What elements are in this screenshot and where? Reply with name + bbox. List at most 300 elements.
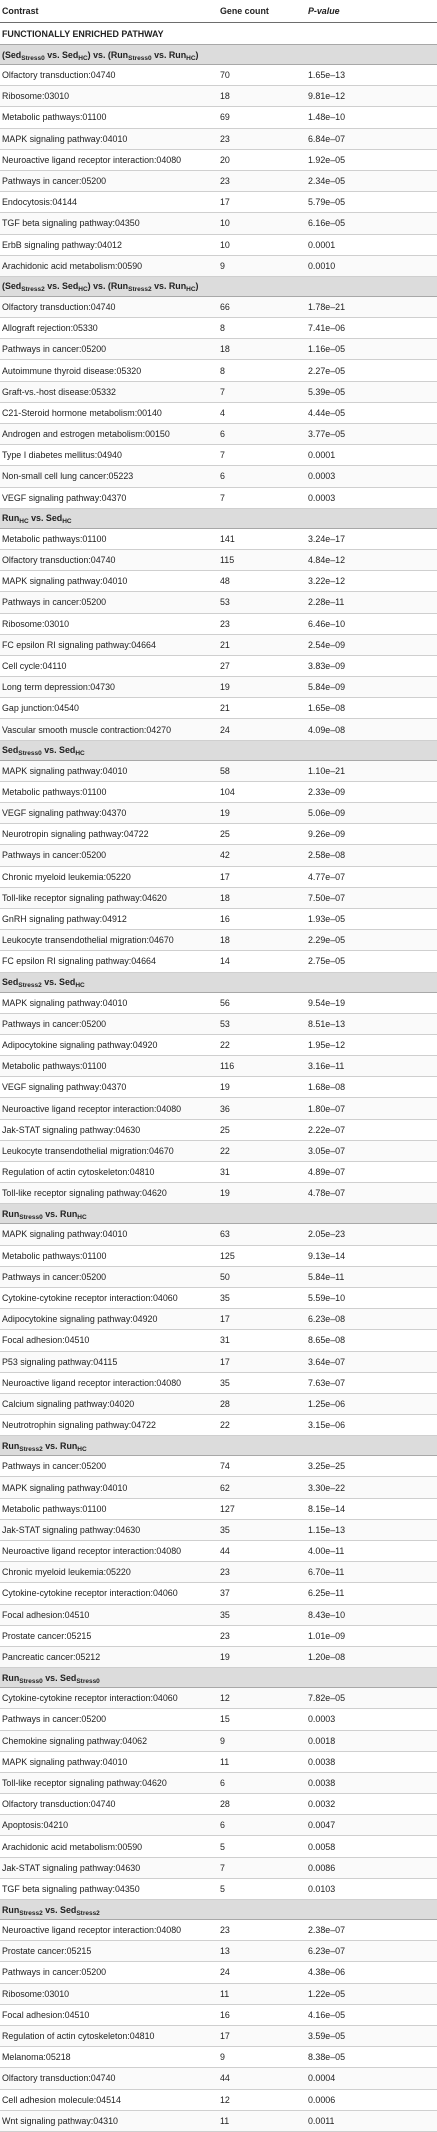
gene-count: 27 bbox=[218, 655, 290, 676]
gene-count: 19 bbox=[218, 1183, 290, 1204]
p-value: 1.48e–10 bbox=[290, 107, 437, 128]
table-row bbox=[0, 445, 437, 466]
p-value: 9.13e–14 bbox=[290, 1245, 437, 1266]
gene-count: 36 bbox=[218, 1098, 290, 1119]
gene-count: 37 bbox=[218, 1583, 290, 1604]
table-row bbox=[0, 65, 437, 86]
gene-count: 28 bbox=[218, 1393, 290, 1414]
p-value: 2.75e–05 bbox=[290, 951, 437, 972]
p-value: 0.0004 bbox=[290, 2068, 437, 2089]
pathway-name: Melanoma:05218 bbox=[0, 2047, 218, 2068]
gene-count: 35 bbox=[218, 1287, 290, 1308]
pathway-name: Endocytosis:04144 bbox=[0, 192, 218, 213]
table-row bbox=[0, 951, 437, 972]
section-title: Run$_{Stress2}$ vs. Run$_{HC}$ bbox=[0, 1436, 437, 1456]
p-value: 3.24e–17 bbox=[290, 528, 437, 549]
pathway-name: MAPK signaling pathway:04010 bbox=[0, 1751, 218, 1772]
table-row bbox=[0, 1077, 437, 1098]
p-value: 0.0032 bbox=[290, 1794, 437, 1815]
table-row bbox=[0, 1330, 437, 1351]
gene-count: 14 bbox=[218, 951, 290, 972]
p-value: 8.51e–13 bbox=[290, 1013, 437, 1034]
gene-count: 63 bbox=[218, 1224, 290, 1245]
gene-count: 28 bbox=[218, 1794, 290, 1815]
table-row bbox=[0, 1920, 437, 1941]
gene-count: 23 bbox=[218, 1625, 290, 1646]
pathway-name: Pathways in cancer:05200 bbox=[0, 1266, 218, 1287]
pathway-name: Toll-like receptor signaling pathway:04620 bbox=[0, 1772, 218, 1793]
gene-count: 35 bbox=[218, 1372, 290, 1393]
section-title: Run$_{Stress2}$ vs. Sed$_{Stress2}$ bbox=[0, 1900, 437, 1920]
gene-count: 18 bbox=[218, 930, 290, 951]
gene-count: 17 bbox=[218, 866, 290, 887]
pathway-name: Metabolic pathways:01100 bbox=[0, 528, 218, 549]
table-row bbox=[0, 424, 437, 445]
pathway-name: Prostate cancer:05215 bbox=[0, 1625, 218, 1646]
section-title: (Sed$_{Stress2}$ vs. Sed$_{HC}$) vs. (Run$_{Stress2}$ vs. Run$_{HC}$) bbox=[0, 276, 437, 296]
table-row bbox=[0, 2004, 437, 2025]
p-value: 2.27e–05 bbox=[290, 360, 437, 381]
p-value: 4.44e–05 bbox=[290, 402, 437, 423]
table-row bbox=[0, 1287, 437, 1308]
pathway-name: MAPK signaling pathway:04010 bbox=[0, 1477, 218, 1498]
pathway-name: Metabolic pathways:01100 bbox=[0, 1056, 218, 1077]
table-row bbox=[0, 170, 437, 191]
gene-count: 4 bbox=[218, 402, 290, 423]
gene-count: 69 bbox=[218, 107, 290, 128]
pathway-name: Jak-STAT signaling pathway:04630 bbox=[0, 1857, 218, 1878]
pathway-name: Chemokine signaling pathway:04062 bbox=[0, 1730, 218, 1751]
pathway-name: Pathways in cancer:05200 bbox=[0, 339, 218, 360]
table-row bbox=[0, 107, 437, 128]
gene-count: 70 bbox=[218, 65, 290, 86]
pathway-name: Neurotropin signaling pathway:04722 bbox=[0, 824, 218, 845]
header-contrast: Contrast bbox=[0, 0, 218, 23]
table-row bbox=[0, 1372, 437, 1393]
gene-count: 12 bbox=[218, 2089, 290, 2110]
table-row bbox=[0, 1140, 437, 1161]
pathway-name: FC epsilon RI signaling pathway:04664 bbox=[0, 634, 218, 655]
pathway-name: Adipocytokine signaling pathway:04920 bbox=[0, 1309, 218, 1330]
pathway-name: Non-small cell lung cancer:05223 bbox=[0, 466, 218, 487]
gene-count: 74 bbox=[218, 1456, 290, 1477]
p-value: 7.63e–07 bbox=[290, 1372, 437, 1393]
gene-count: 24 bbox=[218, 1962, 290, 1983]
gene-count: 141 bbox=[218, 528, 290, 549]
p-value: 1.01e–09 bbox=[290, 1625, 437, 1646]
table-row bbox=[0, 1878, 437, 1899]
p-value: 3.16e–11 bbox=[290, 1056, 437, 1077]
pathway-name: Chronic myeloid leukemia:05220 bbox=[0, 1562, 218, 1583]
p-value: 0.0011 bbox=[290, 2110, 437, 2131]
pathway-name: Neuroactive ligand receptor interaction:04080 bbox=[0, 1541, 218, 1562]
gene-count: 21 bbox=[218, 634, 290, 655]
section-header-row bbox=[0, 276, 437, 296]
gene-count: 13 bbox=[218, 1941, 290, 1962]
p-value: 1.16e–05 bbox=[290, 339, 437, 360]
pathway-name: Cytokine-cytokine receptor interaction:04060 bbox=[0, 1688, 218, 1709]
section-header-row bbox=[0, 1668, 437, 1688]
pathway-name: Olfactory transduction:04740 bbox=[0, 1794, 218, 1815]
p-value: 2.28e–11 bbox=[290, 592, 437, 613]
p-value: 7.41e–06 bbox=[290, 318, 437, 339]
p-value: 4.89e–07 bbox=[290, 1162, 437, 1183]
gene-count: 66 bbox=[218, 296, 290, 317]
gene-count: 125 bbox=[218, 1245, 290, 1266]
gene-count: 11 bbox=[218, 1983, 290, 2004]
gene-count: 53 bbox=[218, 592, 290, 613]
table-row bbox=[0, 213, 437, 234]
pathway-name: Arachidonic acid metabolism:00590 bbox=[0, 1836, 218, 1857]
p-value: 0.0047 bbox=[290, 1815, 437, 1836]
p-value: 9.81e–12 bbox=[290, 86, 437, 107]
p-value: 1.25e–06 bbox=[290, 1393, 437, 1414]
p-value: 3.15e–06 bbox=[290, 1415, 437, 1436]
table-row bbox=[0, 571, 437, 592]
pathway-name: Allograft rejection:05330 bbox=[0, 318, 218, 339]
p-value: 5.79e–05 bbox=[290, 192, 437, 213]
table-row bbox=[0, 781, 437, 802]
pathway-name: Pathways in cancer:05200 bbox=[0, 1709, 218, 1730]
gene-count: 22 bbox=[218, 1140, 290, 1161]
gene-count: 22 bbox=[218, 1415, 290, 1436]
gene-count: 44 bbox=[218, 1541, 290, 1562]
gene-count: 116 bbox=[218, 1056, 290, 1077]
gene-count: 53 bbox=[218, 1013, 290, 1034]
p-value: 0.0038 bbox=[290, 1751, 437, 1772]
section-header-row bbox=[0, 1204, 437, 1224]
p-value: 5.59e–10 bbox=[290, 1287, 437, 1308]
p-value: 6.46e–10 bbox=[290, 613, 437, 634]
table-row bbox=[0, 1751, 437, 1772]
pathway-name: VEGF signaling pathway:04370 bbox=[0, 487, 218, 508]
p-value: 4.77e–07 bbox=[290, 866, 437, 887]
table-row bbox=[0, 1183, 437, 1204]
pathway-name: Neuroactive ligand receptor interaction:04080 bbox=[0, 1098, 218, 1119]
table-row bbox=[0, 1034, 437, 1055]
gene-count: 25 bbox=[218, 824, 290, 845]
gene-count: 16 bbox=[218, 2004, 290, 2025]
gene-count: 20 bbox=[218, 149, 290, 170]
pathway-name: Focal adhesion:04510 bbox=[0, 1604, 218, 1625]
table-row bbox=[0, 255, 437, 276]
pathway-name: Pathways in cancer:05200 bbox=[0, 170, 218, 191]
pathway-name: Leukocyte transendothelial migration:04670 bbox=[0, 930, 218, 951]
p-value: 3.77e–05 bbox=[290, 424, 437, 445]
pathway-name: Arachidonic acid metabolism:00590 bbox=[0, 255, 218, 276]
pathway-name: Ribosome:03010 bbox=[0, 613, 218, 634]
p-value: 1.95e–12 bbox=[290, 1034, 437, 1055]
p-value: 2.22e–07 bbox=[290, 1119, 437, 1140]
p-value: 2.34e–05 bbox=[290, 170, 437, 191]
table-row bbox=[0, 655, 437, 676]
p-value: 3.59e–05 bbox=[290, 2025, 437, 2046]
table-row bbox=[0, 1456, 437, 1477]
pathway-name: Neuroactive ligand receptor interaction:04080 bbox=[0, 149, 218, 170]
p-value: 4.09e–08 bbox=[290, 719, 437, 740]
table-row bbox=[0, 1688, 437, 1709]
gene-count: 19 bbox=[218, 1646, 290, 1667]
gene-count: 17 bbox=[218, 1351, 290, 1372]
table-row bbox=[0, 339, 437, 360]
pathway-name: Olfactory transduction:04740 bbox=[0, 2068, 218, 2089]
gene-count: 44 bbox=[218, 2068, 290, 2089]
pathway-name: Toll-like receptor signaling pathway:04620 bbox=[0, 1183, 218, 1204]
pathway-name: MAPK signaling pathway:04010 bbox=[0, 571, 218, 592]
gene-count: 19 bbox=[218, 1077, 290, 1098]
gene-count: 9 bbox=[218, 1730, 290, 1751]
p-value: 3.05e–07 bbox=[290, 1140, 437, 1161]
gene-count: 22 bbox=[218, 1034, 290, 1055]
p-value: 3.22e–12 bbox=[290, 571, 437, 592]
pathway-name: Leukocyte transendothelial migration:04670 bbox=[0, 1140, 218, 1161]
pathway-name: Jak-STAT signaling pathway:04630 bbox=[0, 1519, 218, 1540]
p-value: 3.25e–25 bbox=[290, 1456, 437, 1477]
section-header-row bbox=[0, 508, 437, 528]
pathway-name: MAPK signaling pathway:04010 bbox=[0, 128, 218, 149]
gene-count: 7 bbox=[218, 445, 290, 466]
table-row bbox=[0, 592, 437, 613]
p-value: 0.0010 bbox=[290, 255, 437, 276]
table-row bbox=[0, 1604, 437, 1625]
table-subtitle: FUNCTIONALLY ENRICHED PATHWAY bbox=[2, 28, 164, 39]
pathway-name: Metabolic pathways:01100 bbox=[0, 781, 218, 802]
table-row bbox=[0, 698, 437, 719]
p-value: 4.84e–12 bbox=[290, 549, 437, 570]
section-title: Run$_{Stress0}$ vs. Run$_{HC}$ bbox=[0, 1204, 437, 1224]
table-row bbox=[0, 2025, 437, 2046]
p-value: 7.50e–07 bbox=[290, 887, 437, 908]
gene-count: 62 bbox=[218, 1477, 290, 1498]
table-row bbox=[0, 1477, 437, 1498]
table-row bbox=[0, 908, 437, 929]
gene-count: 50 bbox=[218, 1266, 290, 1287]
p-value: 0.0018 bbox=[290, 1730, 437, 1751]
p-value: 0.0006 bbox=[290, 2089, 437, 2110]
gene-count: 7 bbox=[218, 1857, 290, 1878]
pathway-name: Pathways in cancer:05200 bbox=[0, 1013, 218, 1034]
p-value: 8.15e–14 bbox=[290, 1498, 437, 1519]
table-row bbox=[0, 318, 437, 339]
table-row bbox=[0, 2110, 437, 2131]
p-value: 0.0003 bbox=[290, 466, 437, 487]
table-row bbox=[0, 613, 437, 634]
table-row bbox=[0, 149, 437, 170]
p-value: 8.43e–10 bbox=[290, 1604, 437, 1625]
table-row bbox=[0, 1983, 437, 2004]
table-row bbox=[0, 487, 437, 508]
table-row bbox=[0, 1098, 437, 1119]
pathway-name: Pathways in cancer:05200 bbox=[0, 1962, 218, 1983]
pathway-name: Metabolic pathways:01100 bbox=[0, 1498, 218, 1519]
p-value: 1.65e–13 bbox=[290, 65, 437, 86]
p-value: 4.16e–05 bbox=[290, 2004, 437, 2025]
p-value: 1.10e–21 bbox=[290, 760, 437, 781]
pathway-name: Androgen and estrogen metabolism:00150 bbox=[0, 424, 218, 445]
pathway-name: VEGF signaling pathway:04370 bbox=[0, 1077, 218, 1098]
p-value: 1.68e–08 bbox=[290, 1077, 437, 1098]
table-row bbox=[0, 86, 437, 107]
p-value: 1.22e–05 bbox=[290, 1983, 437, 2004]
p-value: 1.93e–05 bbox=[290, 908, 437, 929]
table-row bbox=[0, 1625, 437, 1646]
table-row bbox=[0, 803, 437, 824]
pathway-name: Pathways in cancer:05200 bbox=[0, 592, 218, 613]
table-row bbox=[0, 360, 437, 381]
section-title: Run$_{Stress0}$ vs. Sed$_{Stress0}$ bbox=[0, 1668, 437, 1688]
p-value: 8.65e–08 bbox=[290, 1330, 437, 1351]
table-row bbox=[0, 824, 437, 845]
table-row bbox=[0, 402, 437, 423]
gene-count: 104 bbox=[218, 781, 290, 802]
section-header-row bbox=[0, 972, 437, 992]
gene-count: 9 bbox=[218, 2047, 290, 2068]
pathway-name: Regulation of actin cytoskeleton:04810 bbox=[0, 2025, 218, 2046]
pathway-name: C21-Steroid hormone metabolism:00140 bbox=[0, 402, 218, 423]
gene-count: 115 bbox=[218, 549, 290, 570]
gene-count: 6 bbox=[218, 1815, 290, 1836]
table-row bbox=[0, 887, 437, 908]
gene-count: 5 bbox=[218, 1878, 290, 1899]
gene-count: 19 bbox=[218, 803, 290, 824]
table-row bbox=[0, 930, 437, 951]
gene-count: 5 bbox=[218, 1836, 290, 1857]
p-value: 9.54e–19 bbox=[290, 992, 437, 1013]
table-row bbox=[0, 845, 437, 866]
gene-count: 21 bbox=[218, 698, 290, 719]
pathway-name: P53 signaling pathway:04115 bbox=[0, 1351, 218, 1372]
p-value: 8.38e–05 bbox=[290, 2047, 437, 2068]
pathway-name: Pathways in cancer:05200 bbox=[0, 1456, 218, 1477]
pathway-name: MAPK signaling pathway:04010 bbox=[0, 992, 218, 1013]
table-row bbox=[0, 1962, 437, 1983]
pathway-name: Neutrotrophin signaling pathway:04722 bbox=[0, 1415, 218, 1436]
pathway-name: Ribosome:03010 bbox=[0, 1983, 218, 2004]
pathway-name: Adipocytokine signaling pathway:04920 bbox=[0, 1034, 218, 1055]
gene-count: 48 bbox=[218, 571, 290, 592]
section-header-row bbox=[0, 740, 437, 760]
p-value: 0.0001 bbox=[290, 445, 437, 466]
gene-count: 6 bbox=[218, 466, 290, 487]
table-row bbox=[0, 1857, 437, 1878]
section-title: Sed$_{Stress2}$ vs. Sed$_{HC}$ bbox=[0, 972, 437, 992]
table-row bbox=[0, 1498, 437, 1519]
gene-count: 11 bbox=[218, 1751, 290, 1772]
table-header-row bbox=[0, 0, 437, 23]
pathway-name: TGF beta signaling pathway:04350 bbox=[0, 1878, 218, 1899]
gene-count: 18 bbox=[218, 86, 290, 107]
p-value: 1.78e–21 bbox=[290, 296, 437, 317]
section-title: (Sed$_{Stress0}$ vs. Sed$_{HC}$) vs. (Run$_{Stress0}$ vs. Run$_{HC}$) bbox=[0, 45, 437, 65]
gene-count: 42 bbox=[218, 845, 290, 866]
table-body bbox=[0, 23, 437, 2132]
table-row bbox=[0, 1941, 437, 1962]
p-value: 2.58e–08 bbox=[290, 845, 437, 866]
gene-count: 17 bbox=[218, 1309, 290, 1330]
table-row bbox=[0, 528, 437, 549]
pathway-name: Prostate cancer:05215 bbox=[0, 1941, 218, 1962]
table-row bbox=[0, 1541, 437, 1562]
gene-count: 7 bbox=[218, 487, 290, 508]
pathway-name: Type I diabetes mellitus:04940 bbox=[0, 445, 218, 466]
gene-count: 58 bbox=[218, 760, 290, 781]
p-value: 5.84e–09 bbox=[290, 677, 437, 698]
pathway-name: Long term depression:04730 bbox=[0, 677, 218, 698]
p-value: 2.29e–05 bbox=[290, 930, 437, 951]
table-row bbox=[0, 1772, 437, 1793]
gene-count: 11 bbox=[218, 2110, 290, 2131]
table-row bbox=[0, 296, 437, 317]
gene-count: 10 bbox=[218, 234, 290, 255]
table-row bbox=[0, 192, 437, 213]
gene-count: 9 bbox=[218, 255, 290, 276]
p-value: 2.38e–07 bbox=[290, 1920, 437, 1941]
section-header-row bbox=[0, 1900, 437, 1920]
table-row bbox=[0, 1013, 437, 1034]
pathway-name: Regulation of actin cytoskeleton:04810 bbox=[0, 1162, 218, 1183]
table-row bbox=[0, 1245, 437, 1266]
gene-count: 25 bbox=[218, 1119, 290, 1140]
p-value: 6.70e–11 bbox=[290, 1562, 437, 1583]
header-gene-count: Gene count bbox=[218, 0, 290, 23]
section-title: Run$_{HC}$ vs. Sed$_{HC}$ bbox=[0, 508, 437, 528]
gene-count: 35 bbox=[218, 1519, 290, 1540]
table-row bbox=[0, 2047, 437, 2068]
pathway-name: MAPK signaling pathway:04010 bbox=[0, 1224, 218, 1245]
p-value: 5.06e–09 bbox=[290, 803, 437, 824]
p-value: 4.00e–11 bbox=[290, 1541, 437, 1562]
pathway-name: Graft-vs.-host disease:05332 bbox=[0, 381, 218, 402]
p-value: 4.38e–06 bbox=[290, 1962, 437, 1983]
pathway-name: Focal adhesion:04510 bbox=[0, 1330, 218, 1351]
p-value: 1.65e–08 bbox=[290, 698, 437, 719]
table-row bbox=[0, 1162, 437, 1183]
p-value: 1.92e–05 bbox=[290, 149, 437, 170]
pathway-name: TGF beta signaling pathway:04350 bbox=[0, 213, 218, 234]
pathway-name: Neuroactive ligand receptor interaction:04080 bbox=[0, 1920, 218, 1941]
gene-count: 8 bbox=[218, 360, 290, 381]
gene-count: 18 bbox=[218, 339, 290, 360]
gene-count: 12 bbox=[218, 1688, 290, 1709]
section-title: Sed$_{Stress0}$ vs. Sed$_{HC}$ bbox=[0, 740, 437, 760]
p-value: 2.33e–09 bbox=[290, 781, 437, 802]
pathway-name: FC epsilon RI signaling pathway:04664 bbox=[0, 951, 218, 972]
pathway-name: Jak-STAT signaling pathway:04630 bbox=[0, 1119, 218, 1140]
pathway-name: Vascular smooth muscle contraction:04270 bbox=[0, 719, 218, 740]
gene-count: 10 bbox=[218, 213, 290, 234]
p-value: 9.26e–09 bbox=[290, 824, 437, 845]
pathway-name: Pancreatic cancer:05212 bbox=[0, 1646, 218, 1667]
table-row bbox=[0, 634, 437, 655]
table-row bbox=[0, 1266, 437, 1287]
table-row bbox=[0, 234, 437, 255]
gene-count: 31 bbox=[218, 1330, 290, 1351]
pathway-name: Olfactory transduction:04740 bbox=[0, 65, 218, 86]
pathway-name: Neuroactive ligand receptor interaction:04080 bbox=[0, 1372, 218, 1393]
p-value: 7.82e–05 bbox=[290, 1688, 437, 1709]
gene-count: 23 bbox=[218, 170, 290, 191]
table-row bbox=[0, 1393, 437, 1414]
table-row bbox=[0, 1224, 437, 1245]
table-row bbox=[0, 549, 437, 570]
pathway-name: Metabolic pathways:01100 bbox=[0, 1245, 218, 1266]
table-row bbox=[0, 1056, 437, 1077]
table-row bbox=[0, 1309, 437, 1330]
gene-count: 7 bbox=[218, 381, 290, 402]
pathway-name: Focal adhesion:04510 bbox=[0, 2004, 218, 2025]
table-row bbox=[0, 677, 437, 698]
pathway-name: Olfactory transduction:04740 bbox=[0, 549, 218, 570]
